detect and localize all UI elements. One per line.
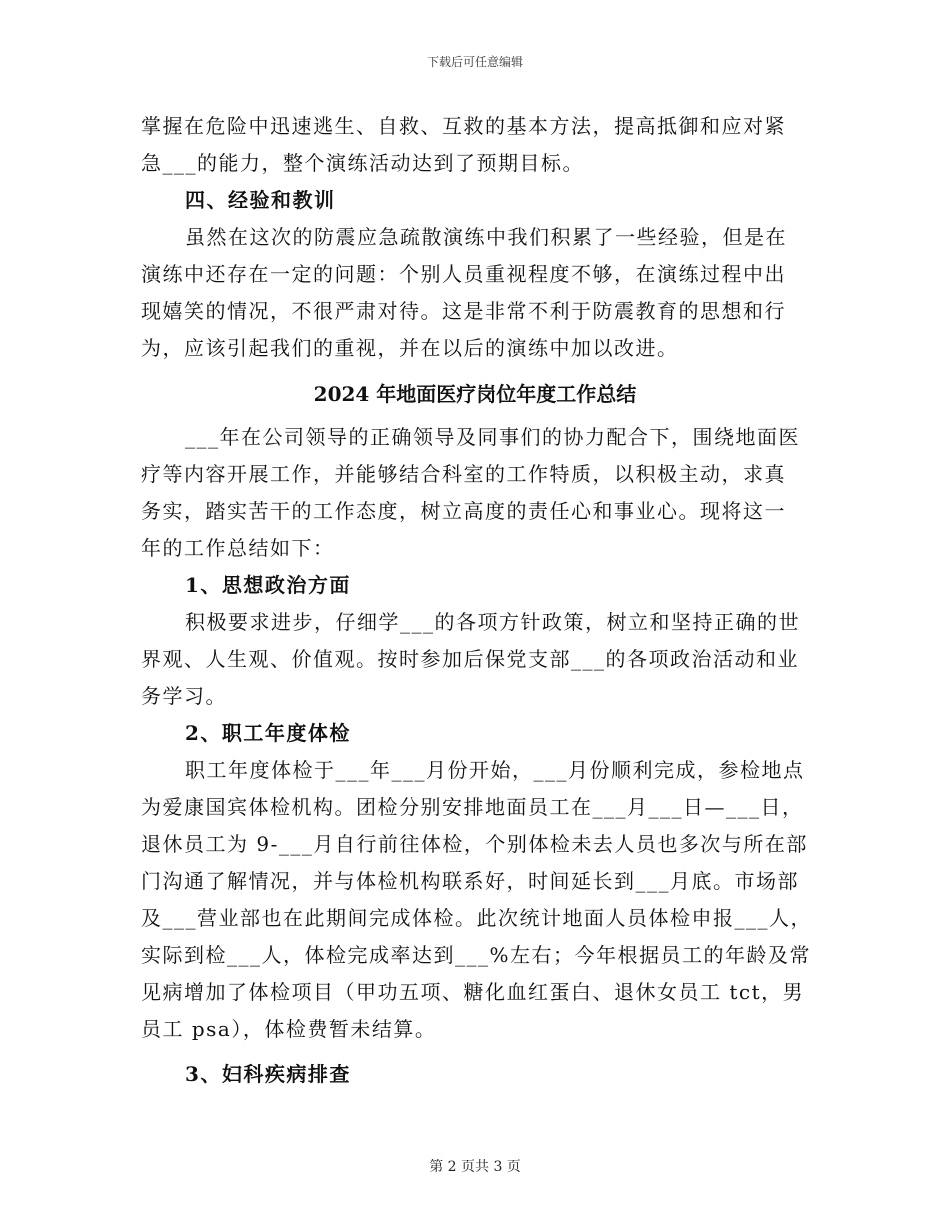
paragraph-line: 虽然在这次的防震应急疏散演练中我们积累了一些经验，但是在 <box>185 225 787 249</box>
paragraph-line: 务学习。 <box>141 684 227 708</box>
paragraph-line: 及___营业部也在此期间完成体检。此次统计地面人员体检申报___人， <box>141 906 812 930</box>
paragraph-line: 掌握在危险中迅速逃生、自救、互救的基本方法，提高抵御和应对紧 <box>141 114 786 138</box>
section-heading-3: 3、妇科疾病排查 <box>185 1062 351 1086</box>
paragraph-line: 为爱康国宾体检机构。团检分别安排地面员工在___月___日—___日， <box>141 795 804 819</box>
paragraph-line: 实际到检___人，体检完成率达到___%左右；今年根据员工的年龄及常 <box>141 943 812 967</box>
section-heading-4: 四、经验和教训 <box>185 188 336 212</box>
paragraph-line: 务实，踏实苦干的工作态度，树立高度的责任心和事业心。现将这一 <box>141 499 786 523</box>
paragraph-line: ___年在公司领导的正确领导及同事们的协力配合下，围绕地面医 <box>185 425 800 449</box>
section-heading-2: 2、职工年度体检 <box>185 721 351 745</box>
document-title: 2024 年地面医疗岗位年度工作总结 <box>313 382 637 406</box>
paragraph-line: 员工 psa），体检费暂未结算。 <box>141 1017 437 1041</box>
section-heading-1: 1、思想政治方面 <box>185 573 351 597</box>
page-footer: 第 2 页共 3 页 <box>429 1159 521 1175</box>
document-body <box>141 108 812 1093</box>
paragraph-line: 急___的能力，整个演练活动达到了预期目标。 <box>141 151 584 175</box>
paragraph-line: 现嬉笑的情况，不很严肃对待。这是非常不利于防震教育的思想和行 <box>141 299 786 323</box>
paragraph-line: 见病增加了体检项目（甲功五项、糖化血红蛋白、退休女员工 tct，男 <box>141 980 805 1004</box>
page-header: 下载后可任意编辑 <box>426 55 523 69</box>
paragraph-line: 界观、人生观、价值观。按时参加后保党支部___的各项政治活动和业 <box>141 647 799 671</box>
paragraph-line: 积极要求进步，仔细学___的各项方针政策，树立和坚持正确的世 <box>185 610 800 634</box>
paragraph-line: 疗等内容开展工作，并能够结合科室的工作特质，以积极主动，求真 <box>141 462 786 486</box>
paragraph-line: 门沟通了解情况，并与体检机构联系好，时间延长到___月底。市场部 <box>141 869 799 893</box>
paragraph-line: 职工年度体检于___年___月份开始，___月份顺利完成，参检地点 <box>185 758 805 782</box>
paragraph-line: 为，应该引起我们的重视，并在以后的演练中加以改进。 <box>141 336 679 360</box>
paragraph-line: 退休员工为 9-___月自行前往体检，个别体检未去人员也多次与所在部 <box>141 832 808 856</box>
paragraph-line: 演练中还存在一定的问题：个别人员重视程度不够，在演练过程中出 <box>141 262 786 286</box>
paragraph-line: 年的工作总结如下： <box>141 536 335 560</box>
